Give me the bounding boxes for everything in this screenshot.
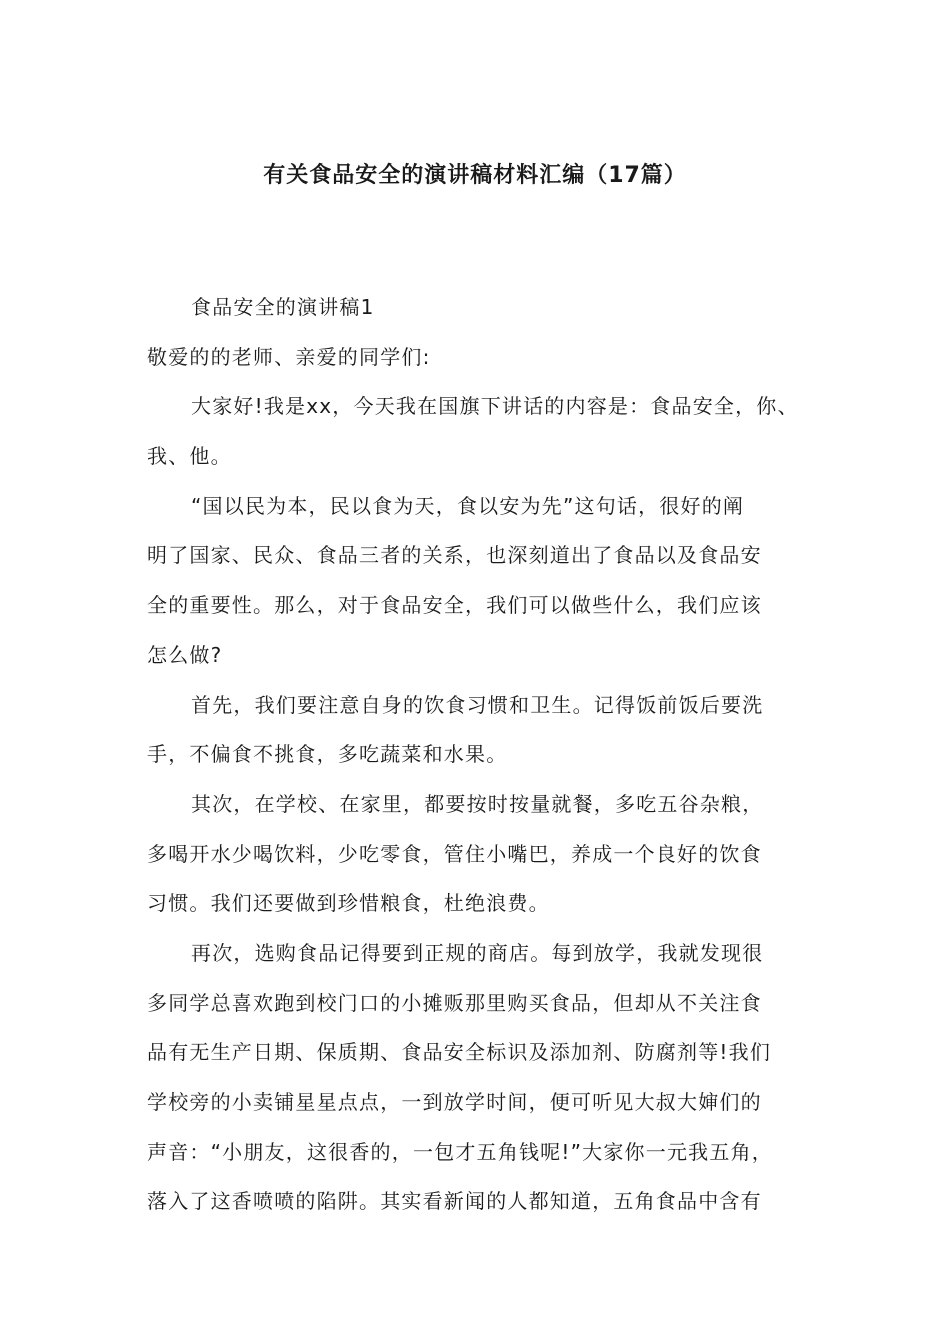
paragraph-line: 品有无生产日期、保质期、食品安全标识及添加剂、防腐剂等!我们: [147, 1040, 772, 1065]
salutation-line: 敬爱的的老师、亲爱的同学们:: [147, 344, 431, 369]
paragraph-line: 其次，在学校、在家里，都要按时按量就餐，多吃五谷杂粮，: [191, 791, 764, 816]
paragraph-line: 全的重要性。那么，对于食品安全，我们可以做些什么，我们应该: [147, 593, 762, 618]
paragraph-line: 声音：“小朋友，这很香的，一包才五角钱呢!”大家你一元我五角，: [147, 1139, 773, 1164]
paragraph-line: 明了国家、民众、食品三者的关系，也深刻道出了食品以及食品安: [147, 543, 762, 568]
paragraph-line: “国以民为本，民以食为天，食以安为先”这句话，很好的阐: [191, 493, 745, 518]
paragraph-line: 再次，选购食品记得要到正规的商店。每到放学，我就发现很: [191, 940, 764, 965]
paragraph-line: 首先，我们要注意自身的饮食习惯和卫生。记得饭前饭后要洗: [191, 692, 764, 717]
section-heading: 食品安全的演讲稿1: [191, 295, 375, 319]
paragraph-line: 习惯。我们还要做到珍惜粮食，杜绝浪费。: [147, 891, 550, 916]
paragraph-line: 我、他。: [147, 444, 232, 469]
paragraph-line: 手，不偏食不挑食，多吃蔬菜和水果。: [147, 742, 508, 767]
document-body: [147, 283, 827, 1227]
document-title: 有关食品安全的演讲稿材料汇编（17篇）: [263, 163, 687, 188]
paragraph-line: 大家好!我是xx，今天我在国旗下讲话的内容是：食品安全，你、: [191, 394, 799, 419]
paragraph-line: 怎么做?: [147, 642, 223, 667]
paragraph-line: 多喝开水少喝饮料，少吃零食，管住小嘴巴，养成一个良好的饮食: [147, 841, 762, 866]
paragraph-line: 落入了这香喷喷的陷阱。其实看新闻的人都知道，五角食品中含有: [147, 1189, 762, 1214]
paragraph-line: 学校旁的小卖铺星星点点，一到放学时间，便可听见大叔大婶们的: [147, 1090, 762, 1114]
paragraph-line: 多同学总喜欢跑到校门口的小摊贩那里购买食品，但却从不关注食: [147, 990, 762, 1015]
